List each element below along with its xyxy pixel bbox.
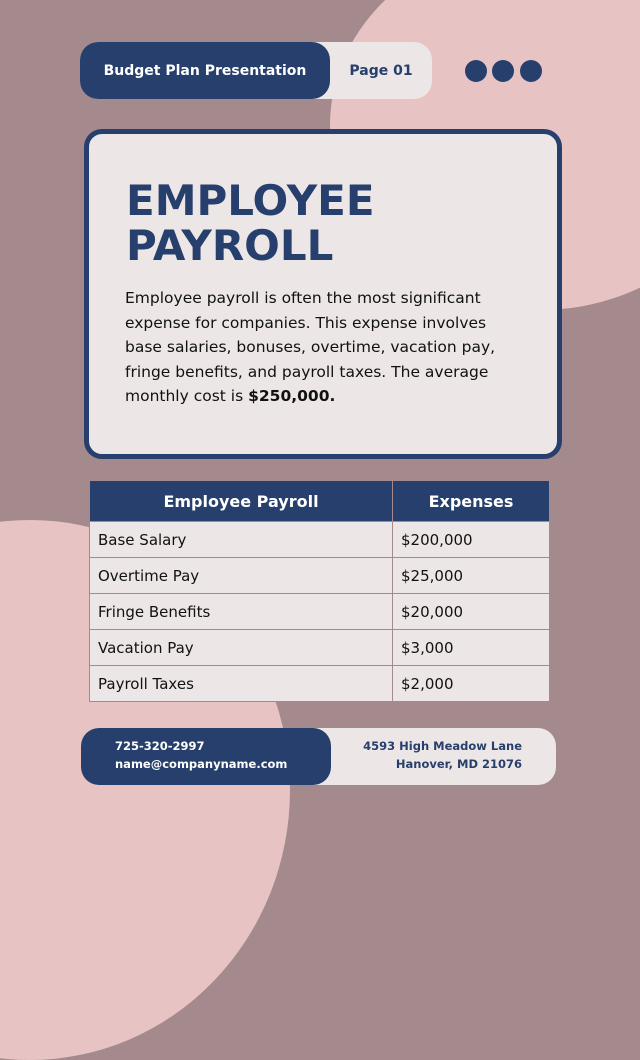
title-line-1: EMPLOYEE — [126, 176, 375, 225]
expense-name: Vacation Pay — [90, 630, 393, 666]
intro-paragraph — [125, 286, 525, 409]
expense-amount: $2,000 — [393, 666, 550, 702]
expense-amount: $3,000 — [393, 630, 550, 666]
expense-name: Fringe Benefits — [90, 594, 393, 630]
intro-text: Employee payroll is often the most significant expense for companies. This expense involves base salaries, bonuses, overtime, vacation pay, fringe benefits, and payroll taxes. The average monthly cost is — [125, 289, 496, 405]
contact-block — [81, 728, 331, 785]
presentation-title: Budget Plan Presentation — [80, 42, 330, 99]
expense-name: Payroll Taxes — [90, 666, 393, 702]
table-row — [90, 594, 550, 630]
dot-icon — [492, 60, 514, 82]
dot-icon — [520, 60, 542, 82]
page-number: Page 01 — [349, 62, 413, 79]
dot-icon — [465, 60, 487, 82]
page-title — [126, 178, 426, 268]
expense-amount: $200,000 — [393, 522, 550, 558]
table-row — [90, 630, 550, 666]
address-line-2: Hanover, MD 21076 — [395, 757, 522, 771]
email-address: name@companyname.com — [115, 757, 288, 771]
expense-amount: $25,000 — [393, 558, 550, 594]
address-line-1: 4593 High Meadow Lane — [363, 739, 522, 753]
average-cost: $250,000. — [248, 387, 336, 405]
phone-number: 725-320-2997 — [115, 739, 205, 753]
column-header: Employee Payroll — [90, 481, 393, 522]
header-pill — [80, 42, 432, 99]
table-row — [90, 666, 550, 702]
expense-amount: $20,000 — [393, 594, 550, 630]
column-header: Expenses — [393, 481, 550, 522]
payroll-table — [89, 480, 550, 702]
table-row — [90, 558, 550, 594]
footer-pill — [81, 728, 556, 785]
table-row — [90, 522, 550, 558]
expense-name: Overtime Pay — [90, 558, 393, 594]
expense-name: Base Salary — [90, 522, 393, 558]
intro-card — [84, 129, 562, 459]
title-line-2: PAYROLL — [126, 221, 334, 270]
table-header-row — [90, 481, 550, 522]
